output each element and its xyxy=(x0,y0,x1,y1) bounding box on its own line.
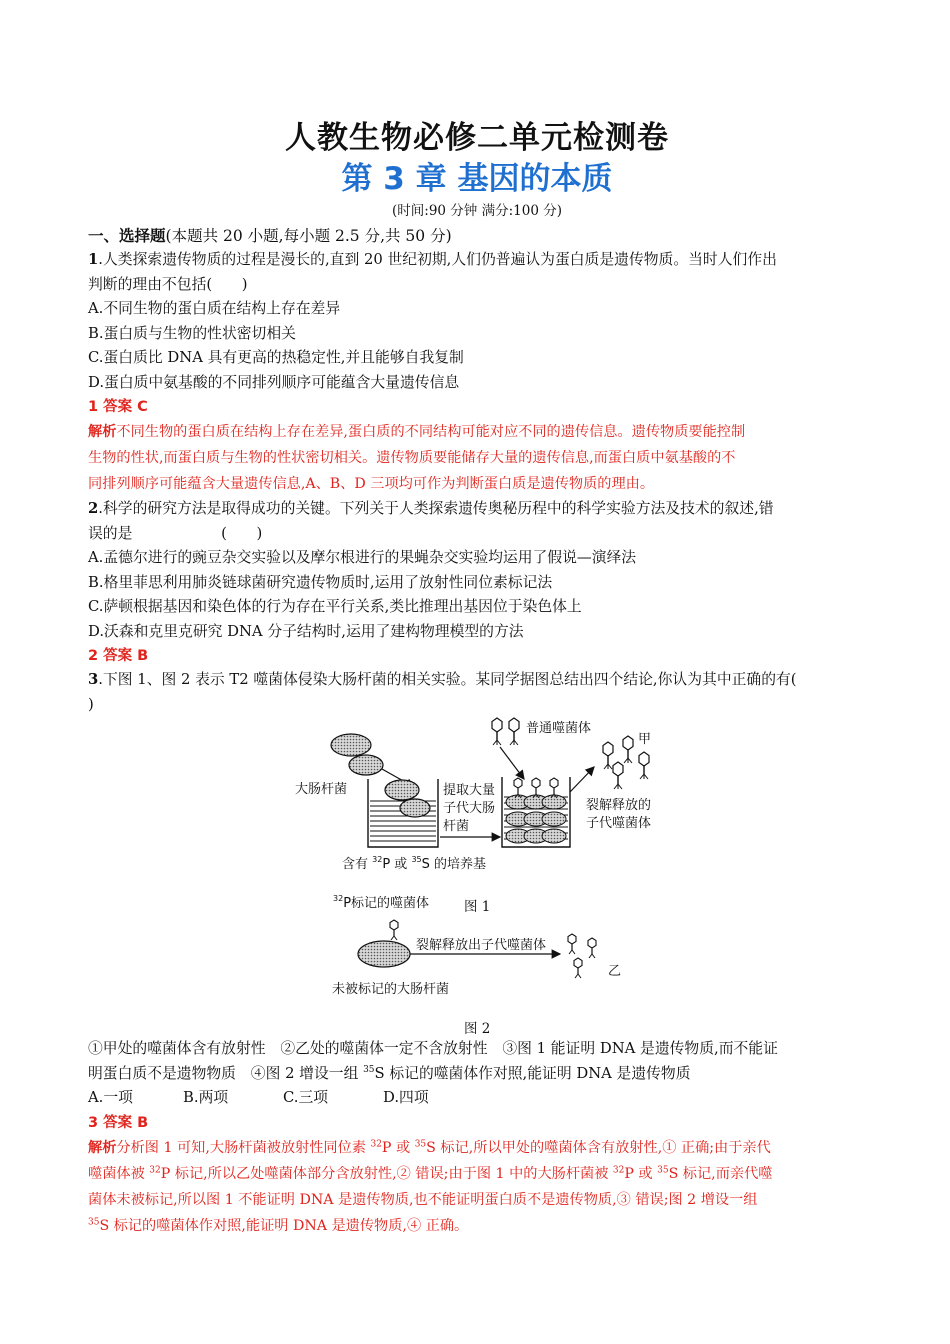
q3-options xyxy=(88,1086,866,1111)
fig1-arrow-4 xyxy=(570,767,594,792)
fig1-label-release-2: 子代噬菌体 xyxy=(586,816,652,831)
q3-number: 3 xyxy=(88,671,99,688)
q3-option-a: A.一项 xyxy=(88,1089,133,1106)
section-heading xyxy=(88,224,866,248)
q3-expl-label: 解析 xyxy=(88,1139,117,1156)
question-1 xyxy=(88,248,866,497)
fig2-label-unlabeled: 未被标记的大肠杆菌 xyxy=(332,982,450,997)
phage-icon xyxy=(613,762,623,789)
fig1-label-extract-2: 子代大肠 xyxy=(443,801,496,816)
q3-expl-line4: $^{35}$S 标记的噬菌体作对照,能证明 DNA 是遗传物质,④ 正确。 xyxy=(88,1216,469,1234)
section-note: (本题共 20 小题,每小题 2.5 分,共 50 分) xyxy=(165,227,452,245)
fig1-label-ecoli: 大肠杆菌 xyxy=(295,782,348,797)
ecoli-cell-icon xyxy=(358,941,410,967)
ecoli-cell-icon xyxy=(349,755,383,775)
time-info: (时间:90 分钟 满分:100 分) xyxy=(392,203,562,219)
q1-number: 1 xyxy=(88,251,99,268)
culture-medium-beaker xyxy=(368,779,438,847)
ecoli-cell-icon xyxy=(331,734,371,756)
q3-option-b: B.两项 xyxy=(183,1089,229,1106)
q1-answer: 1 答案 C xyxy=(88,399,148,415)
q2-stem-text: .科学的研究方法是取得成功的关键。下列关于人类探索遗传奥秘历程中的科学实验方法及技术的叙述,错 xyxy=(98,500,774,517)
q3-figures xyxy=(88,717,866,1037)
question-3 xyxy=(88,668,866,1239)
figure-1 xyxy=(295,718,651,872)
q2-option-d: D.沃森和克里克研究 DNA 分子结构时,运用了建构物理模型的方法 xyxy=(88,622,524,640)
q1-expl-line3: 同排列顺序可能蕴含大量遗传信息,A、B、D 三项均可作为判断蛋白质是遗传物质的理由。 xyxy=(88,476,655,492)
q1-expl-line1: 不同生物的蛋白质在结构上存在差异,蛋白质的不同结构可能对应不同的遗传信息。遗传物质要能控制 xyxy=(116,424,746,440)
q3-explanation: 解析分析图 1 可知,大肠杆菌被放射性同位素 $^{32}$P 或 $^{35}$S 标记,所以甲处的噬菌体含有放射性,① 正确;由于亲代 噬菌体被 $^{32}$P 标记,所以乙处噬菌体部分含放射性,② 错误;由于图 1 中的大肠杆菌被 $^{32}$P 或 $^{35}$S 标记,而亲代噬 菌体未被标记,所以图 1 不能证明 DNA 是遗传物质,也不能证明蛋白质不是遗传物质,③ 错误;图 2 增设一组 $^{35}$S 标记的噬菌体作对照,能证明 DNA 是遗传物质,④ 正确。 xyxy=(88,1135,866,1239)
q3-stem-text: .下图 1、图 2 表示 T2 噬菌体侵染大肠杆菌的相关实验。某同学据图总结出四个结论,你认为其中正确的有( xyxy=(98,671,797,688)
fig1-label-extract-3: 杆菌 xyxy=(443,819,470,834)
q2-stem-line1 xyxy=(88,497,866,522)
q1-expl-line2: 生物的性状,而蛋白质与生物的性状密切相关。遗传物质要能储存大量的遗传信息,而蛋白质中氨基酸的不 xyxy=(88,450,736,466)
exam-page xyxy=(88,118,866,1239)
phage-icon xyxy=(588,938,596,958)
exam-title: 人教生物必修二单元检测卷 xyxy=(285,120,669,156)
q3-option-c: C.三项 xyxy=(283,1089,329,1106)
fig1-label-release-1: 裂解释放的 xyxy=(586,798,652,813)
q1-option-c: C.蛋白质比 DNA 具有更高的热稳定性,并且能够自我复制 xyxy=(88,349,464,366)
fig1-label-jia: 甲 xyxy=(638,732,652,747)
q1-stem-line2: 判断的理由不包括( ) xyxy=(88,275,248,293)
phage-icon xyxy=(390,920,398,940)
phage-icon xyxy=(509,718,519,745)
fig2-label-yi: 乙 xyxy=(608,964,622,979)
q2-answer: 2 答案 B xyxy=(88,648,149,664)
fig1-label-extract-1: 提取大量 xyxy=(443,783,496,798)
q1-stem-text: .人类探索遗传物质的过程是漫长的,直到 20 世纪初期,人们仍普遍认为蛋白质是遗传物质。当时人们作出 xyxy=(98,251,777,268)
q3-expl-line2: 噬菌体被 $^{32}$P 标记,所以乙处噬菌体部分含放射性,② 错误;由于图 1 中的大肠杆菌被 $^{32}$P 或 $^{35}$S 标记,而亲代噬 xyxy=(88,1164,773,1182)
q2-option-b: B.格里菲思利用肺炎链球菌研究遗传物质时,运用了放射性同位素标记法 xyxy=(88,573,553,591)
q3-option-d: D.四项 xyxy=(383,1089,429,1106)
phage-icon xyxy=(623,736,633,763)
fig2-caption: 图 2 xyxy=(464,1021,491,1037)
question-2 xyxy=(88,497,866,668)
q1-option-a: A.不同生物的蛋白质在结构上存在差异 xyxy=(88,300,341,317)
infection-beaker xyxy=(502,777,570,847)
q3-stem-line1 xyxy=(88,668,866,693)
phage-experiment-diagram xyxy=(88,717,866,1037)
ecoli-cell-icon xyxy=(385,780,419,800)
q3-answer: 3 答案 B xyxy=(88,1114,149,1131)
q2-option-c: C.萨顿根据基因和染色体的行为存在平行关系,类比推理出基因位于染色体上 xyxy=(88,598,582,615)
q1-stem-line1 xyxy=(88,248,866,273)
ecoli-cell-icon xyxy=(400,799,430,817)
q3-statements-line2: 明蛋白质不是遗物物质 ④图 2 增设一组 $^{35}$S 标记的噬菌体作对照,能证明 DNA 是遗传物质 xyxy=(88,1064,691,1082)
q3-expl-line3: 菌体未被标记,所以图 1 不能证明 DNA 是遗传物质,也不能证明蛋白质不是遗传物质,③ 错误;图 2 增设一组 xyxy=(88,1191,758,1208)
q1-expl-label: 解析 xyxy=(88,424,117,440)
phage-icon xyxy=(639,752,649,779)
section-title: 一、选择题 xyxy=(88,227,166,245)
q2-number: 2 xyxy=(88,500,99,517)
phage-icon xyxy=(574,958,582,978)
q3-stem-line2: ) xyxy=(88,695,94,713)
fig1-label-normal-phage: 普通噬菌体 xyxy=(526,721,592,736)
fig1-label-medium: 含有 $^{32}$P 或 $^{35}$S 的培养基 xyxy=(342,855,487,872)
phage-icon xyxy=(568,934,576,954)
q1-option-b: B.蛋白质与生物的性状密切相关 xyxy=(88,324,296,342)
phage-icon xyxy=(603,742,613,769)
fig1-caption: 图 1 xyxy=(464,899,491,915)
q3-statements-line1: ①甲处的噬菌体含有放射性 ②乙处的噬菌体一定不含放射性 ③图 1 能证明 DNA 是遗传物质,而不能证 xyxy=(88,1040,778,1057)
q2-option-a: A.孟德尔进行的豌豆杂交实验以及摩尔根进行的果蝇杂交实验均运用了假说—演绎法 xyxy=(88,549,637,566)
fig2-label-release: 裂解释放出子代噬菌体 xyxy=(416,938,547,953)
chapter-subtitle: 第 3 章 基因的本质 xyxy=(341,161,613,197)
fig2-label-labeled-phage: $^{32}$P标记的噬菌体 xyxy=(333,894,430,911)
phage-icon xyxy=(492,718,502,745)
q1-option-d: D.蛋白质中氨基酸的不同排列顺序可能蕴含大量遗传信息 xyxy=(88,373,460,391)
q1-explanation xyxy=(88,419,866,497)
q2-stem-line2: 误的是 ( ) xyxy=(88,524,263,542)
fig1-arrow-3 xyxy=(500,747,524,779)
